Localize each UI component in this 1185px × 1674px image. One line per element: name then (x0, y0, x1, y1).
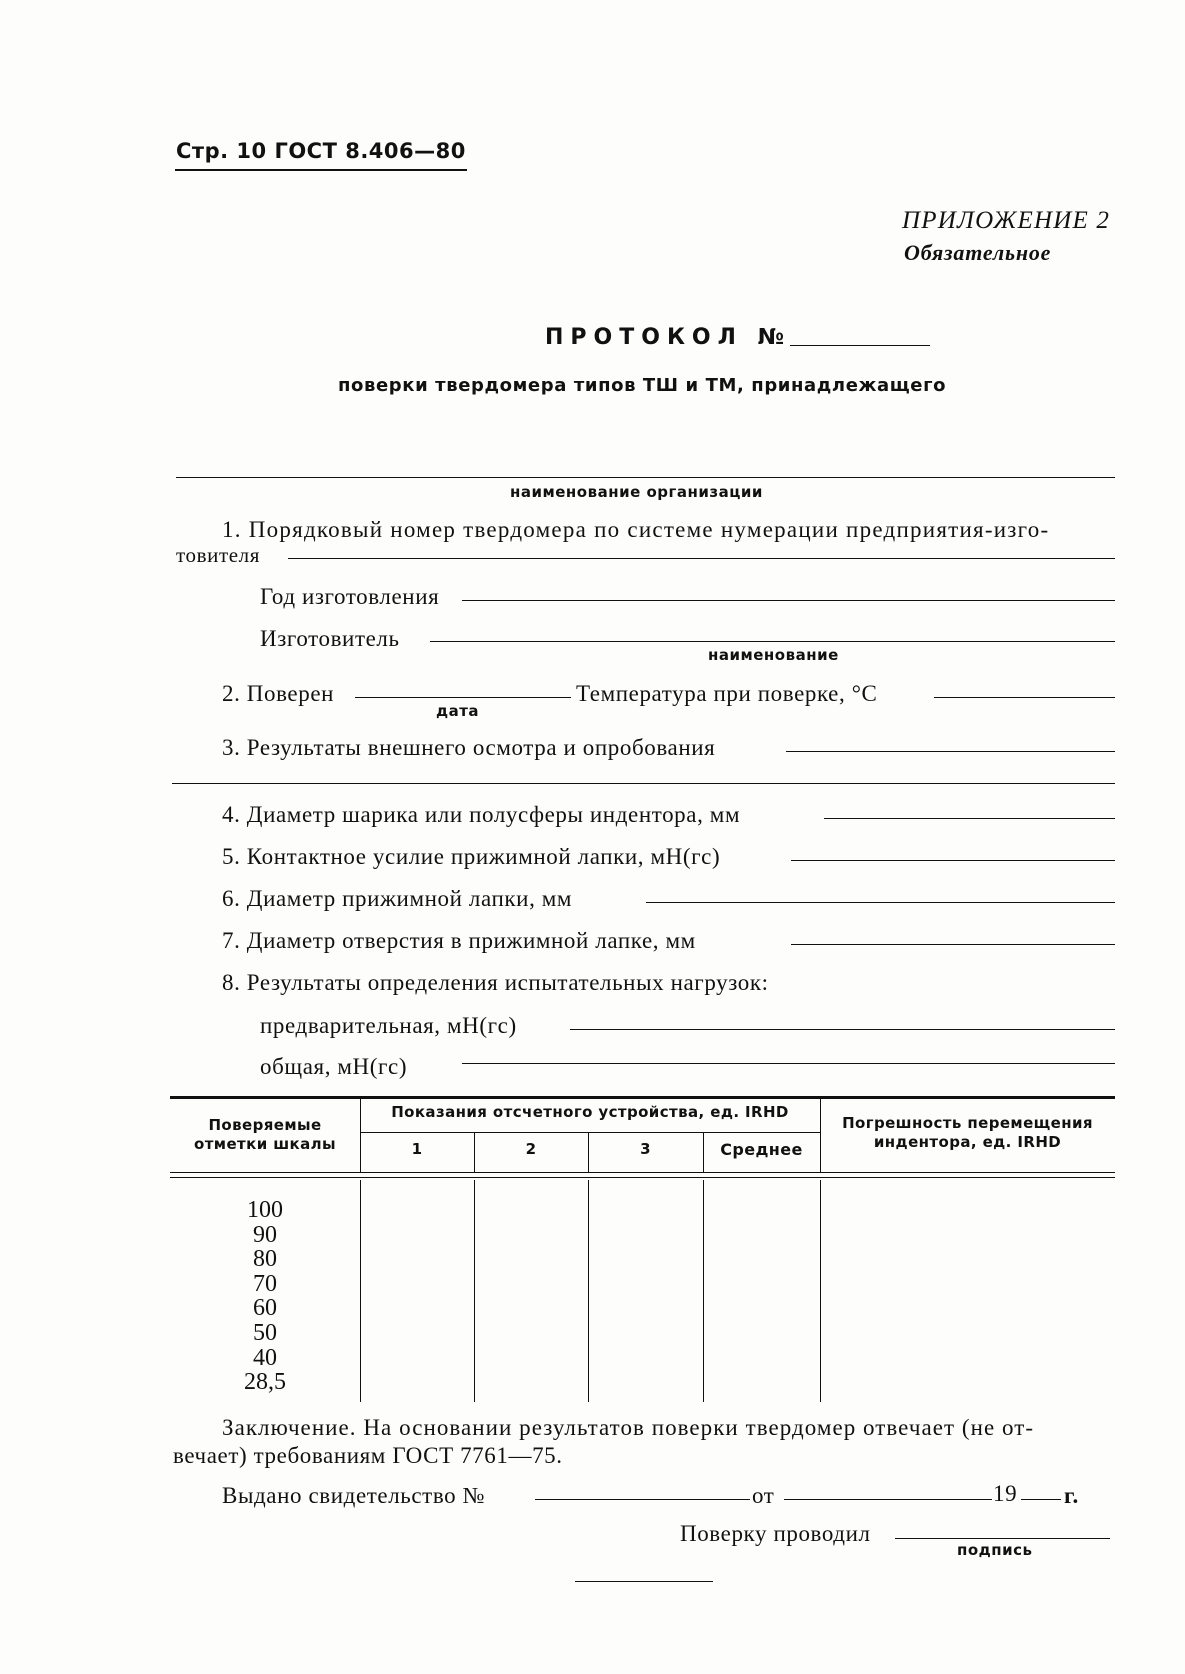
col-error-header: Погрешность перемещения индентора, ед. IRHD (842, 1114, 1093, 1151)
conclusion-line-2: вечает) требованиям ГОСТ 7761—75. (173, 1443, 563, 1468)
sub-col-1: 1 (411, 1140, 423, 1158)
certificate-from: от (752, 1483, 775, 1508)
table-row: 28,5 (244, 1369, 286, 1396)
signature-line (895, 1538, 1110, 1539)
vline-1-body (474, 1180, 475, 1402)
certificate-year-prefix: 19 (993, 1481, 1018, 1506)
protocol-title: ПРОТОКОЛ № (545, 325, 792, 350)
signature-label: Поверку проводил (680, 1521, 871, 1546)
vline-2-body (588, 1180, 589, 1402)
field-5-line (791, 860, 1115, 861)
field-maker-line (430, 641, 1115, 642)
protocol-subtitle: поверки твердомера типов ТШ и ТМ, принадлежащего (338, 375, 947, 396)
organization-caption: наименование организации (510, 483, 763, 501)
appendix-title: ПРИЛОЖЕНИЕ 2 (902, 207, 1111, 234)
field-8-preliminary-line (570, 1029, 1115, 1030)
appendix-status: Обязательное (904, 240, 1052, 265)
vline-average-body (820, 1180, 821, 1402)
col-marks-header: Поверяемые отметки шкалы (193, 1116, 337, 1153)
vline-3-body (703, 1180, 704, 1402)
field-8-preliminary-label: предварительная, мН(гс) (260, 1013, 517, 1038)
sub-col-average: Среднее (720, 1140, 803, 1159)
field-6-line (646, 902, 1115, 903)
vline-1-header (474, 1133, 475, 1172)
footer-rule (575, 1581, 713, 1582)
field-2-temperature-label: Температура при поверке, °С (576, 681, 878, 706)
field-1-line (288, 558, 1115, 559)
field-maker-caption: наименование (708, 646, 839, 664)
organization-line (176, 477, 1115, 478)
readings-sub-rule (360, 1132, 820, 1133)
field-3-label: 3. Результаты внешнего осмотра и опробования (222, 735, 716, 760)
signature-caption: подпись (957, 1541, 1033, 1559)
vline-marks-header (360, 1099, 361, 1172)
field-3-line-2 (172, 783, 1115, 784)
field-4-line (824, 818, 1115, 819)
field-5-label: 5. Контактное усилие прижимной лапки, мН(гс) (222, 844, 721, 869)
field-8-total-line (462, 1063, 1115, 1064)
field-8-label: 8. Результаты определения испытательных нагрузок: (222, 970, 769, 995)
table-row: 50 (253, 1319, 277, 1346)
field-8-total-label: общая, мН(гс) (260, 1054, 408, 1079)
table-row: 90 (253, 1221, 277, 1248)
table-header-rule-2 (170, 1177, 1115, 1178)
table-top-rule (170, 1096, 1115, 1099)
protocol-number-line (790, 345, 930, 346)
vline-2-header (588, 1133, 589, 1172)
field-1-serial-number: 1. Порядковый номер твердомера по системе нумерации предприятия-изго- (222, 517, 1050, 542)
table-row: 70 (253, 1270, 277, 1297)
table-row: 40 (253, 1344, 277, 1371)
field-7-label: 7. Диаметр отверстия в прижимной лапке, мм (222, 928, 696, 953)
field-maker-label: Изготовитель (260, 626, 400, 651)
conclusion-line-1: Заключение. На основании результатов поверки твердомер отвечает (не от- (222, 1415, 1035, 1440)
certificate-year-suffix: г. (1064, 1483, 1079, 1508)
scale-marks-column (235, 1198, 295, 1395)
field-7-line (791, 944, 1115, 945)
field-2-label: 2. Поверен (222, 681, 335, 706)
sub-col-2: 2 (525, 1140, 537, 1158)
field-year-label: Год изготовления (260, 584, 440, 609)
field-3-line (786, 751, 1115, 752)
field-6-label: 6. Диаметр прижимной лапки, мм (222, 886, 573, 911)
page-reference: Стр. 10 ГОСТ 8.406—80 (176, 139, 466, 163)
field-4-label: 4. Диаметр шарика или полусферы индентора, мм (222, 802, 741, 827)
table-row: 80 (253, 1246, 277, 1273)
field-1-serial-number-cont: товителя (176, 543, 260, 567)
vline-3-header (703, 1133, 704, 1172)
field-2-temperature-line (934, 697, 1115, 698)
certificate-year-line (1021, 1499, 1061, 1500)
field-2-date-caption: дата (436, 702, 480, 720)
vline-marks-body (360, 1180, 361, 1402)
sub-col-3: 3 (640, 1140, 651, 1158)
table-row: 60 (253, 1295, 277, 1322)
field-year-line (462, 600, 1115, 601)
header-rule (175, 169, 467, 171)
field-2-date-line (355, 697, 571, 698)
certificate-number-line (535, 1499, 750, 1500)
certificate-date-line (784, 1499, 992, 1500)
col-readings-header: Показания отсчетного устройства, ед. IRHD (391, 1103, 789, 1121)
vline-average-header (820, 1099, 821, 1172)
table-row: 100 (247, 1197, 283, 1223)
certificate-label: Выдано свидетельство № (222, 1483, 486, 1508)
table-header-rule-1 (170, 1172, 1115, 1173)
